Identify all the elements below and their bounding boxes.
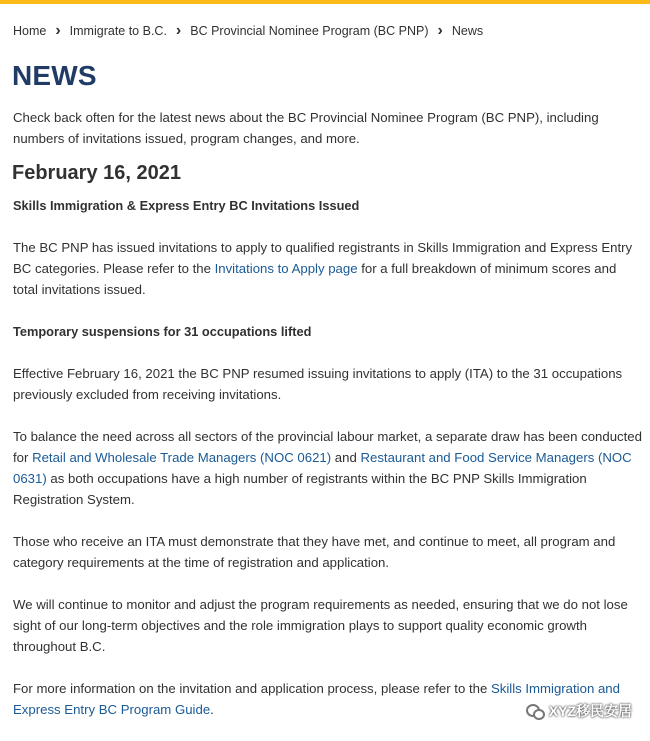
section-heading-invitations: Skills Immigration & Express Entry BC Invitations Issued xyxy=(13,198,360,213)
text-segment: . xyxy=(210,702,214,717)
breadcrumb-immigrate[interactable]: Immigrate to B.C. xyxy=(69,24,167,38)
breadcrumb-current: News xyxy=(451,24,484,38)
paragraph-invitations xyxy=(13,237,643,300)
text-segment: for a full breakdown of minimum scores and total invitations issued. xyxy=(13,261,617,297)
paragraph-ita-requirements: Those who receive an ITA must demonstrate that they have met, and continue to meet, all program and category requirements at the time of registration and application. xyxy=(13,534,616,570)
text-segment: as both occupations have a high number of registrants within the BC PNP Skills Immigration Registration System. xyxy=(13,471,587,507)
breadcrumb xyxy=(13,24,483,38)
watermark-text: XYZ移民安居 xyxy=(548,703,632,719)
text-segment: To balance the need across all sectors of the provincial labour market, a separate draw has been conducted for xyxy=(13,429,642,465)
news-content xyxy=(13,107,643,741)
breadcrumb-home[interactable]: Home xyxy=(13,24,47,38)
paragraph-monitor: We will continue to monitor and adjust the program requirements as needed, ensuring that we do not lose sight of our long-term objectives and the role immigration plays to support quality economic growth throughout B.C. xyxy=(13,597,628,654)
chevron-right-icon xyxy=(438,24,443,38)
program-guide-link[interactable]: Skills Immigration and Express Entry BC Program Guide xyxy=(13,681,620,717)
top-accent-bar xyxy=(0,0,650,4)
restaurant-managers-link[interactable]: Restaurant and Food Service Managers (NOC 0631) xyxy=(13,450,632,486)
news-date: February 16, 2021 xyxy=(12,162,181,184)
chevron-right-icon xyxy=(176,24,181,38)
paragraph-effective: Effective February 16, 2021 the BC PNP resumed issuing invitations to apply (ITA) to the 31 occupations previously excluded from receiving invitations. xyxy=(13,366,623,402)
wechat-icon xyxy=(526,703,544,719)
breadcrumb-bc-pnp[interactable]: BC Provincial Nominee Program (BC PNP) xyxy=(190,24,429,38)
text-segment: For more information on the invitation and application process, please refer to the xyxy=(13,681,491,696)
text-segment: and xyxy=(331,450,361,465)
section-heading-suspensions: Temporary suspensions for 31 occupations lifted xyxy=(13,324,312,339)
invitations-to-apply-link[interactable]: Invitations to Apply page xyxy=(214,261,358,276)
retail-managers-link[interactable]: Retail and Wholesale Trade Managers (NOC 0621) xyxy=(32,450,332,465)
chevron-right-icon xyxy=(55,24,60,38)
paragraph-balance xyxy=(13,426,643,510)
text-segment: The BC PNP has issued invitations to apply to qualified registrants in Skills Immigration and Express Entry BC categories. Please refer to the xyxy=(13,240,633,276)
intro-text: Check back often for the latest news about the BC Provincial Nominee Program (BC PNP), including numbers of invitations issued, program changes, and more. xyxy=(13,110,599,146)
watermark xyxy=(526,701,632,721)
page-title: NEWS xyxy=(12,60,97,91)
